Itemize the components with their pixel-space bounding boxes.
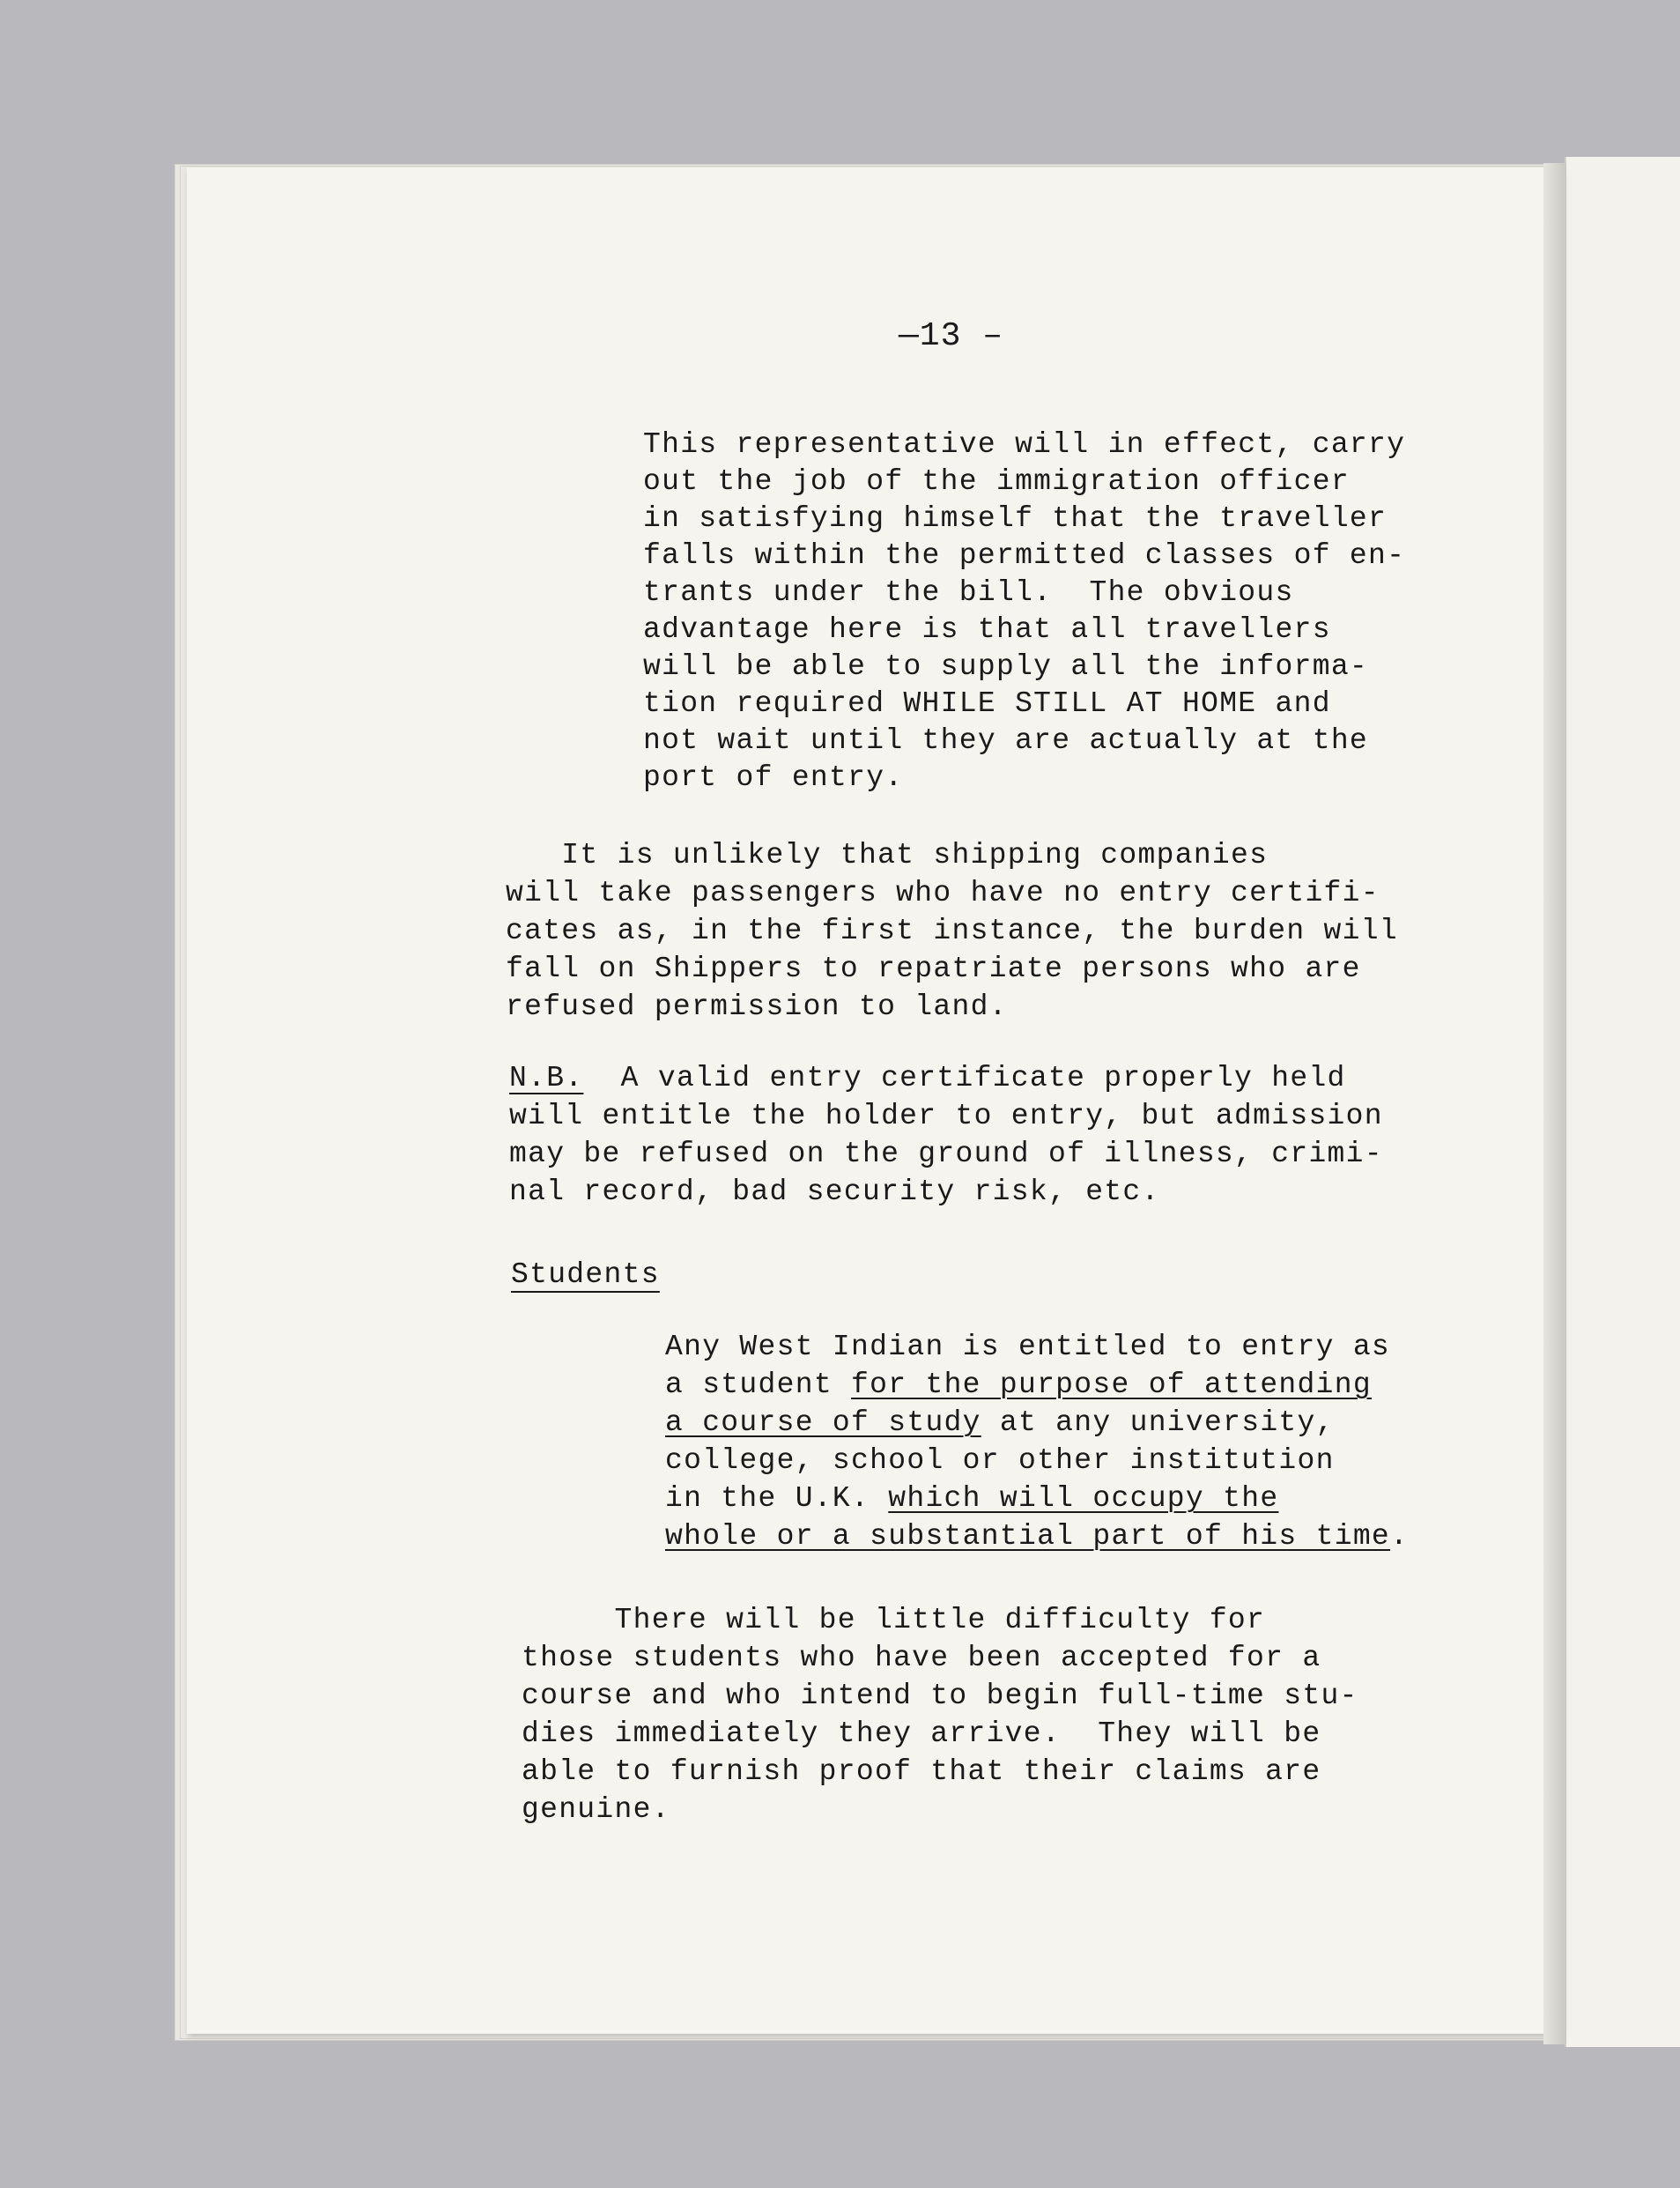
underlined-text: a course of study bbox=[665, 1406, 981, 1439]
text-line: It is unlikely that shipping companies bbox=[506, 839, 1269, 871]
text-line: Any West Indian is entitled to entry as bbox=[665, 1331, 1391, 1363]
page-gutter bbox=[1543, 163, 1566, 2044]
text-line: fall on Shippers to repatriate persons who are bbox=[506, 953, 1361, 985]
text-span: at any university, bbox=[981, 1406, 1335, 1439]
text-line: will be able to supply all the informa- bbox=[643, 650, 1369, 683]
text-line: college, school or other institution bbox=[665, 1444, 1335, 1477]
text-line: genuine. bbox=[522, 1793, 670, 1826]
text-line bbox=[509, 1060, 1346, 1098]
text-line: tion required WHILE STILL AT HOME and bbox=[643, 687, 1331, 720]
text-line: refused permission to land. bbox=[506, 990, 1008, 1023]
underlined-text: whole or a substantial part of his time bbox=[665, 1520, 1391, 1553]
text-line: There will be little difficulty for bbox=[522, 1604, 1266, 1636]
text-line: will entitle the holder to entry, but admission bbox=[509, 1100, 1383, 1132]
underlined-text: which will occupy the bbox=[888, 1482, 1279, 1515]
facing-page bbox=[1565, 157, 1680, 2047]
text-line: not wait until they are actually at the bbox=[643, 724, 1369, 757]
nb-first-line: A valid entry certificate properly held bbox=[583, 1062, 1346, 1094]
text-line bbox=[665, 1480, 1278, 1518]
text-line: will take passengers who have no entry certifi- bbox=[506, 877, 1380, 909]
text-line: out the job of the immigration officer bbox=[643, 465, 1350, 498]
page-number: —13 – bbox=[899, 317, 1004, 355]
text-line bbox=[665, 1405, 1335, 1443]
text-line: course and who intend to begin full-time stu- bbox=[522, 1680, 1358, 1712]
underlined-text: for the purpose of attending bbox=[851, 1368, 1372, 1401]
text-line: trants under the bill. The obvious bbox=[643, 576, 1294, 609]
text-span: . bbox=[1390, 1520, 1410, 1553]
text-span: in the U.K. bbox=[665, 1482, 889, 1515]
text-line: This representative will in effect, carry bbox=[643, 428, 1406, 461]
text-line: falls within the permitted classes of en- bbox=[643, 539, 1406, 572]
text-line: advantage here is that all travellers bbox=[643, 613, 1331, 646]
text-line bbox=[665, 1367, 1372, 1405]
text-line: nal record, bad security risk, etc. bbox=[509, 1176, 1160, 1208]
text-line: those students who have been accepted for a bbox=[522, 1642, 1321, 1674]
text-line bbox=[665, 1518, 1409, 1556]
text-line: cates as, in the first instance, the burden will bbox=[506, 915, 1398, 947]
text-line: may be refused on the ground of illness, crimi- bbox=[509, 1138, 1383, 1170]
text-line: able to furnish proof that their claims are bbox=[522, 1755, 1321, 1788]
text-line: port of entry. bbox=[643, 761, 904, 794]
nb-label: N.B. bbox=[509, 1062, 584, 1094]
text-line: dies immediately they arrive. They will be bbox=[522, 1717, 1321, 1750]
text-line: in satisfying himself that the traveller bbox=[643, 502, 1388, 535]
text-span: a student bbox=[665, 1368, 852, 1401]
students-heading: Students bbox=[511, 1258, 660, 1291]
